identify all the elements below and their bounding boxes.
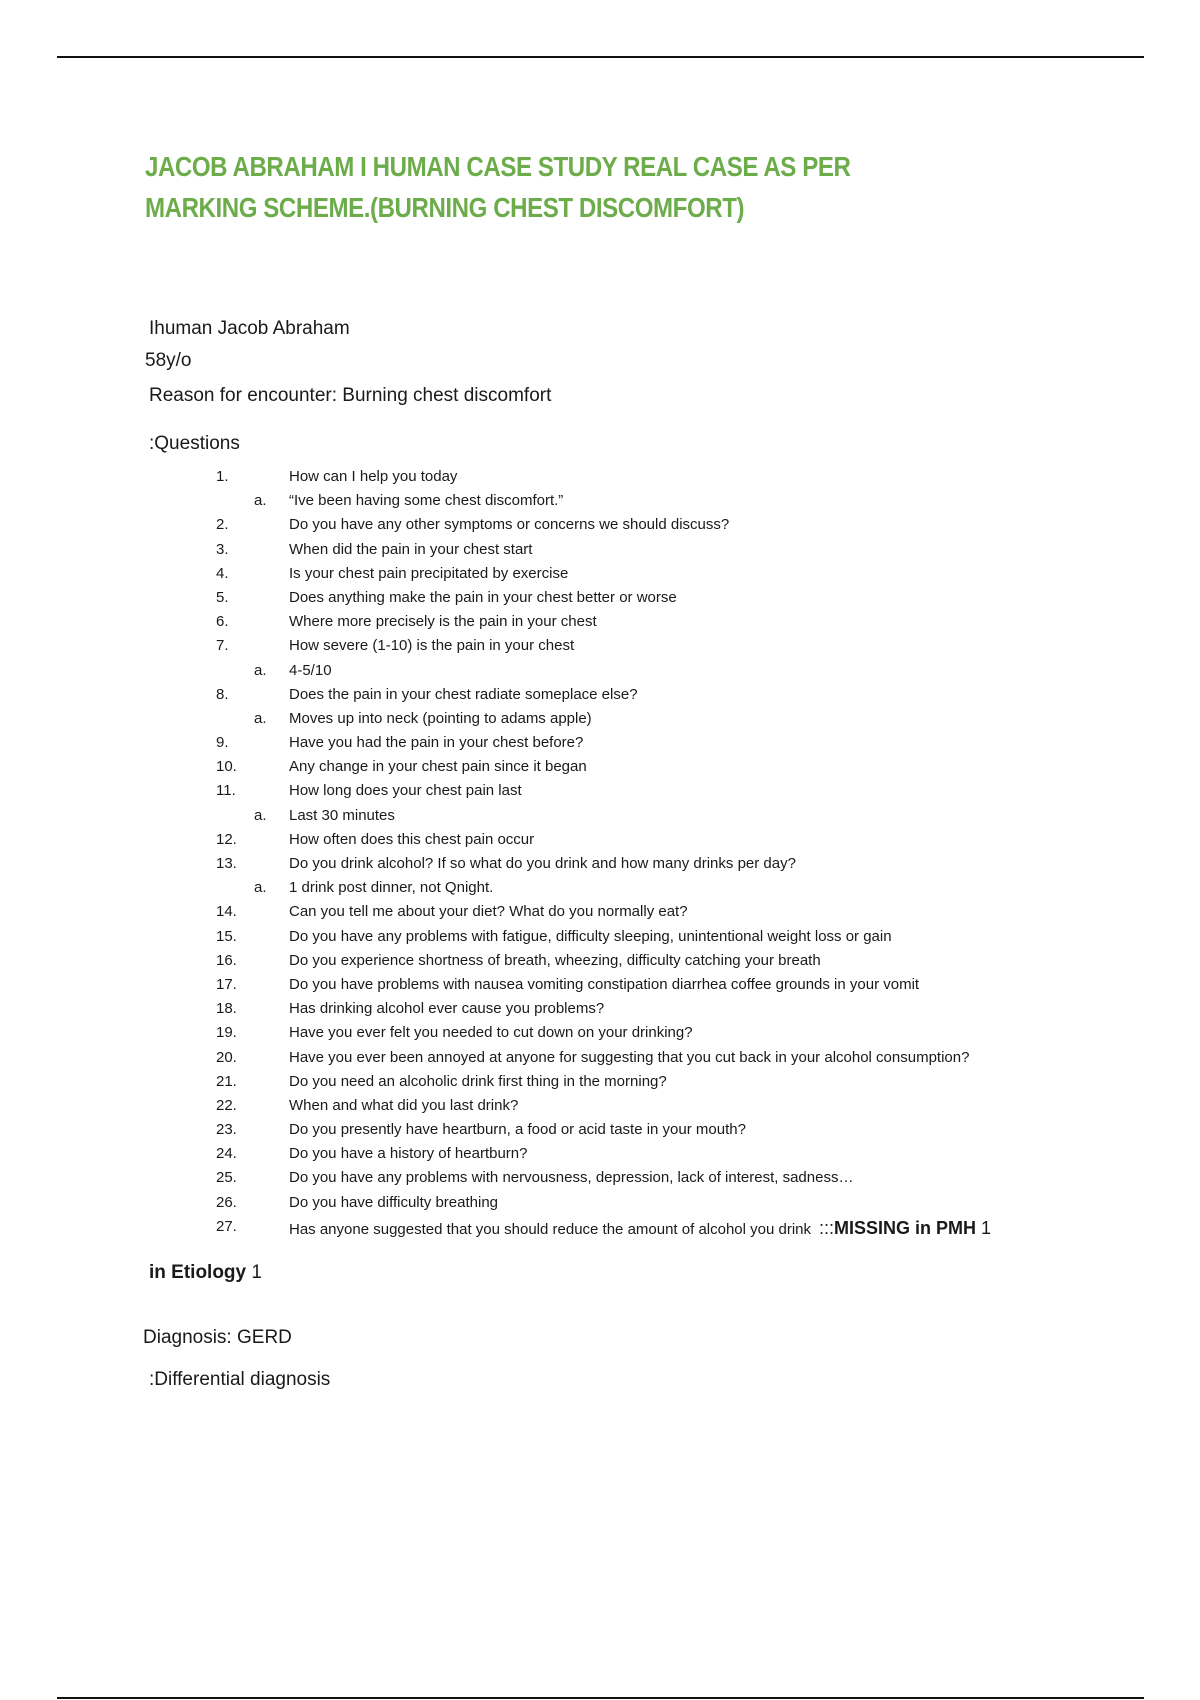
missing-note bbox=[819, 1218, 991, 1238]
question-number: 16. bbox=[216, 951, 237, 969]
bottom-rule bbox=[57, 1697, 1144, 1699]
question-number: 15. bbox=[216, 927, 237, 945]
question-text: When and what did you last drink? bbox=[289, 1096, 519, 1114]
question-item bbox=[0, 563, 1200, 587]
question-text: Do you drink alcohol? If so what do you drink and how many drinks per day? bbox=[289, 855, 796, 872]
question-item bbox=[0, 1192, 1200, 1216]
question-item bbox=[0, 756, 1200, 780]
question-number: 14. bbox=[216, 903, 237, 921]
missing-note-count: 1 bbox=[976, 1217, 992, 1238]
missing-note-prefix: ::: bbox=[819, 1217, 835, 1238]
question-item bbox=[0, 1119, 1200, 1143]
question-number: 22. bbox=[216, 1096, 237, 1114]
answer-text: “Ive been having some chest discomfort.” bbox=[289, 492, 564, 510]
patient-name: Ihuman Jacob Abraham bbox=[149, 318, 350, 339]
question-item bbox=[0, 998, 1200, 1022]
question-item bbox=[0, 611, 1200, 635]
question-number: 2. bbox=[216, 516, 229, 534]
question-number: 13. bbox=[216, 855, 237, 872]
question-text: Do you presently have heartburn, a food or acid taste in your mouth? bbox=[289, 1121, 746, 1139]
question-with-note bbox=[289, 1218, 991, 1239]
diagnosis: Diagnosis: GERD bbox=[143, 1327, 292, 1348]
question-text: Do you have problems with nausea vomiting constipation diarrhea coffee grounds in your vomit bbox=[289, 975, 920, 993]
question-text: Do you have difficulty breathing bbox=[289, 1193, 499, 1211]
question-answer-item bbox=[0, 805, 1200, 829]
question-item bbox=[0, 1167, 1200, 1191]
questions-heading: :Questions bbox=[149, 433, 240, 454]
question-number: 9. bbox=[216, 734, 229, 752]
question-text: How can I help you today bbox=[289, 468, 458, 485]
patient-age: 58y/o bbox=[145, 350, 192, 371]
question-item bbox=[0, 780, 1200, 804]
question-item bbox=[0, 926, 1200, 950]
question-number: 24. bbox=[216, 1145, 237, 1163]
question-text: Do you have any problems with fatigue, difficulty sleeping, unintentional weight loss or gain bbox=[289, 927, 892, 945]
answer-text: 1 drink post dinner, not Qnight. bbox=[289, 879, 494, 897]
question-number: 6. bbox=[216, 613, 229, 631]
answer-marker: a. bbox=[254, 806, 267, 824]
question-number: 25. bbox=[216, 1169, 237, 1187]
answer-marker: a. bbox=[254, 492, 267, 510]
question-number: 5. bbox=[216, 588, 229, 606]
question-text: Is your chest pain precipitated by exercise bbox=[289, 564, 569, 582]
question-text: Can you tell me about your diet? What do you normally eat? bbox=[289, 903, 688, 921]
question-item bbox=[0, 1143, 1200, 1167]
question-text: Has anyone suggested that you should reduce the amount of alcohol you drink bbox=[289, 1220, 812, 1238]
question-number: 27. bbox=[216, 1217, 237, 1235]
question-text: Do you have any other symptoms or concerns we should discuss? bbox=[289, 516, 730, 534]
etiology-note bbox=[149, 1262, 262, 1284]
question-text: Any change in your chest pain since it began bbox=[289, 758, 587, 776]
question-text: When did the pain in your chest start bbox=[289, 540, 533, 558]
question-text: How severe (1-10) is the pain in your chest bbox=[289, 637, 575, 655]
question-number: 10. bbox=[216, 758, 237, 776]
document-title: JACOB ABRAHAM I HUMAN CASE STUDY REAL CASE AS PER MARKING SCHEME.(BURNING CHEST DISCOMFORT) bbox=[145, 151, 851, 223]
question-number: 4. bbox=[216, 564, 229, 582]
top-rule bbox=[57, 56, 1144, 58]
question-text: Does the pain in your chest radiate someplace else? bbox=[289, 685, 638, 703]
question-text: How often does this chest pain occur bbox=[289, 830, 535, 848]
question-text: Do you experience shortness of breath, wheezing, difficulty catching your breath bbox=[289, 951, 821, 969]
reason-for-encounter: Reason for encounter: Burning chest discomfort bbox=[149, 385, 552, 406]
question-number: 1. bbox=[216, 468, 229, 485]
question-item bbox=[0, 1071, 1200, 1095]
question-item bbox=[0, 732, 1200, 756]
question-text: Do you have any problems with nervousness, depression, lack of interest, sadness… bbox=[289, 1169, 854, 1187]
question-item bbox=[0, 853, 1200, 877]
question-number: 18. bbox=[216, 1000, 237, 1018]
question-number: 23. bbox=[216, 1121, 237, 1139]
question-number: 21. bbox=[216, 1072, 237, 1090]
differential-diagnosis-heading: :Differential diagnosis bbox=[149, 1369, 331, 1390]
question-text: Do you need an alcoholic drink first thing in the morning? bbox=[289, 1072, 667, 1090]
question-text: Do you have a history of heartburn? bbox=[289, 1145, 528, 1163]
question-number: 8. bbox=[216, 685, 229, 703]
answer-text: Last 30 minutes bbox=[289, 806, 395, 824]
question-item bbox=[0, 466, 1200, 490]
question-item bbox=[0, 684, 1200, 708]
question-item bbox=[0, 635, 1200, 659]
question-item bbox=[0, 829, 1200, 853]
question-text: How long does your chest pain last bbox=[289, 782, 522, 800]
question-answer-item bbox=[0, 490, 1200, 514]
answer-marker: a. bbox=[254, 709, 267, 727]
question-item bbox=[0, 1095, 1200, 1119]
question-item bbox=[0, 950, 1200, 974]
question-text: Where more precisely is the pain in your chest bbox=[289, 613, 597, 631]
question-answer-item bbox=[0, 708, 1200, 732]
question-item bbox=[0, 539, 1200, 563]
answer-marker: a. bbox=[254, 879, 267, 897]
question-number: 12. bbox=[216, 830, 237, 848]
question-answer-item bbox=[0, 660, 1200, 684]
missing-note-label: MISSING in PMH bbox=[834, 1217, 977, 1238]
question-number: 3. bbox=[216, 540, 229, 558]
question-item bbox=[0, 1047, 1200, 1071]
question-number: 17. bbox=[216, 975, 237, 993]
answer-text: Moves up into neck (pointing to adams apple) bbox=[289, 709, 592, 727]
etiology-count: 1 bbox=[246, 1262, 262, 1283]
answer-text: 4-5/10 bbox=[289, 661, 332, 679]
question-text: Does anything make the pain in your chest better or worse bbox=[289, 588, 677, 606]
question-number: 26. bbox=[216, 1193, 237, 1211]
questions-list bbox=[0, 466, 1200, 1243]
question-text: Have you had the pain in your chest before? bbox=[289, 734, 584, 752]
question-text: Have you ever been annoyed at anyone for suggesting that you cut back in your alcohol consumption? bbox=[289, 1048, 970, 1066]
question-item bbox=[0, 1216, 1200, 1243]
question-item bbox=[0, 901, 1200, 925]
question-text: Has drinking alcohol ever cause you problems? bbox=[289, 1000, 605, 1018]
answer-marker: a. bbox=[254, 661, 267, 679]
question-text: Have you ever felt you needed to cut down on your drinking? bbox=[289, 1024, 693, 1042]
question-item bbox=[0, 587, 1200, 611]
question-item bbox=[0, 1022, 1200, 1046]
question-number: 20. bbox=[216, 1048, 237, 1066]
question-number: 7. bbox=[216, 637, 229, 655]
question-answer-item bbox=[0, 877, 1200, 901]
question-item bbox=[0, 514, 1200, 538]
question-number: 11. bbox=[216, 782, 236, 800]
question-number: 19. bbox=[216, 1024, 237, 1042]
question-item bbox=[0, 974, 1200, 998]
etiology-label: in Etiology bbox=[149, 1262, 247, 1283]
